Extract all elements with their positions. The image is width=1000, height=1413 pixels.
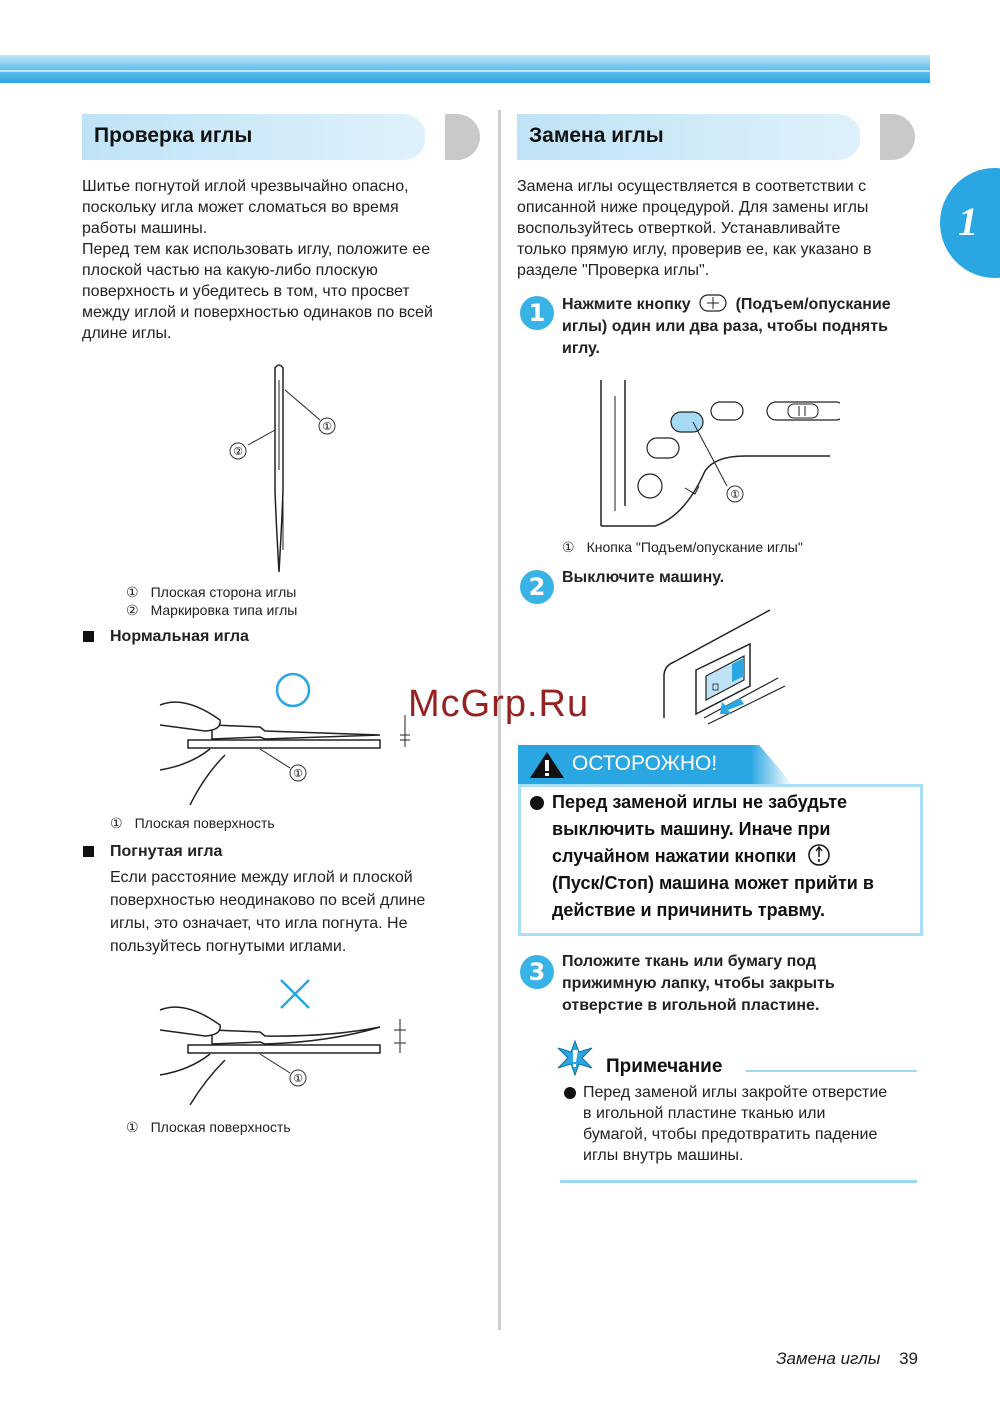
needle-callout-1: ① [322,420,332,433]
note-title: Примечание [606,1056,723,1077]
footer-section: Замена иглы [776,1349,881,1368]
step-1-text: Нажмите кнопку (Подъем/опускание иглы) один или два раза, чтобы поднять иглу. [562,296,891,357]
page-number: 39 [899,1349,918,1368]
normal-needle-figure [150,665,420,805]
note-title-rule [746,1070,917,1072]
wrong-cross-icon [281,980,309,1008]
section-title-needle-replace: Замена иглы [529,124,664,147]
power-switch-figure [660,606,790,726]
machine-panel-figure [595,376,840,534]
note-text: Перед заменой иглы закройте отверстие в игольной пластине тканью или бумагой, чтобы предотвратить падение иглы внутрь машины. [583,1084,888,1164]
header-decor-gap [425,114,445,160]
step-1-marker: 1 [520,296,554,330]
warning-triangle-icon [528,750,566,780]
start-stop-icon [807,843,831,867]
bent-needle-text: Если расстояние между иглой и плоской поверхностью неодинаково по всей длине иглы, это означает, что игла погнута. Не пользуйтесь погнутыми иглами. [110,869,426,955]
watermark: McGrp.Ru [408,683,590,725]
needle-updown-button[interactable] [671,412,703,432]
bent-needle-figure [150,975,420,1105]
step-1-caption: ① Кнопка "Подъем/опускание иглы" [562,539,803,555]
step-3-marker: 3 [520,955,554,989]
bent-needle-heading: Погнутая игла [110,843,223,860]
needle-replace-intro: Замена иглы осуществляется в соответствии с описанной ниже процедурой. Для замены иглы воспользуйтесь отверткой. Устанавливайте только прямую иглу, проверив ее, как указано в разделе "Проверка иглы". [517,178,872,279]
section-header-right [517,114,861,160]
needle-check-intro: Шитье погнутой иглой чрезвычайно опасно, поскольку игла может сломаться во время работы машины. Перед тем как использовать иглу, положите ее плоской частью на какую-либо плоскую поверхность и убедитесь в том, что просвет между иглой и поверхностью одинаков по всей длине иглы. [82,178,433,342]
round-bullet [530,796,544,810]
note-sparkle-icon [556,1040,594,1076]
bent-needle-caption: ① Плоская поверхность [126,1119,291,1135]
normal-figure-callout: ① [293,767,303,780]
page-footer [776,1349,918,1369]
panel-button[interactable] [647,438,679,458]
step-3-text: Положите ткань или бумагу под прижимную лапку, чтобы закрыть отверстие в игольной пластине. [562,953,835,1014]
note-bottom-rule [560,1180,917,1183]
chapter-number: 1 [958,199,978,244]
needle-legend [126,583,297,619]
panel-callout: ① [730,488,740,501]
needle-illustration [220,360,350,580]
start-stop-button[interactable] [638,474,662,498]
bent-figure-callout: ① [293,1072,303,1085]
square-bullet [83,631,94,642]
needle-legend-item: ② Маркировка типа иглы [126,602,298,618]
round-bullet [564,1087,576,1099]
header-decor-gap [860,114,880,160]
normal-needle-caption: ① Плоская поверхность [110,815,275,831]
step-2-marker: 2 [520,570,554,604]
header-band [0,55,930,83]
needle-legend-item: ① Плоская сторона иглы [126,584,297,600]
warning-label: ОСТОРОЖНО! [572,752,718,775]
section-title-needle-check: Проверка иглы [94,124,253,147]
panel-button[interactable] [711,402,743,420]
needle-callout-2: ② [233,445,243,458]
ok-circle-icon [277,674,309,706]
warning-text: Перед заменой иглы не забудьте выключить машину. Иначе при случайном нажатии кнопки (Пуск/Стоп) машина может прийти в действие и причинить травму. [552,792,874,920]
section-header-left [82,114,426,160]
normal-needle-heading: Нормальная игла [110,628,249,645]
square-bullet [83,846,94,857]
header-band-line [0,70,930,72]
needle-position-icon [699,294,727,312]
step-2-text: Выключите машину. [562,569,725,586]
